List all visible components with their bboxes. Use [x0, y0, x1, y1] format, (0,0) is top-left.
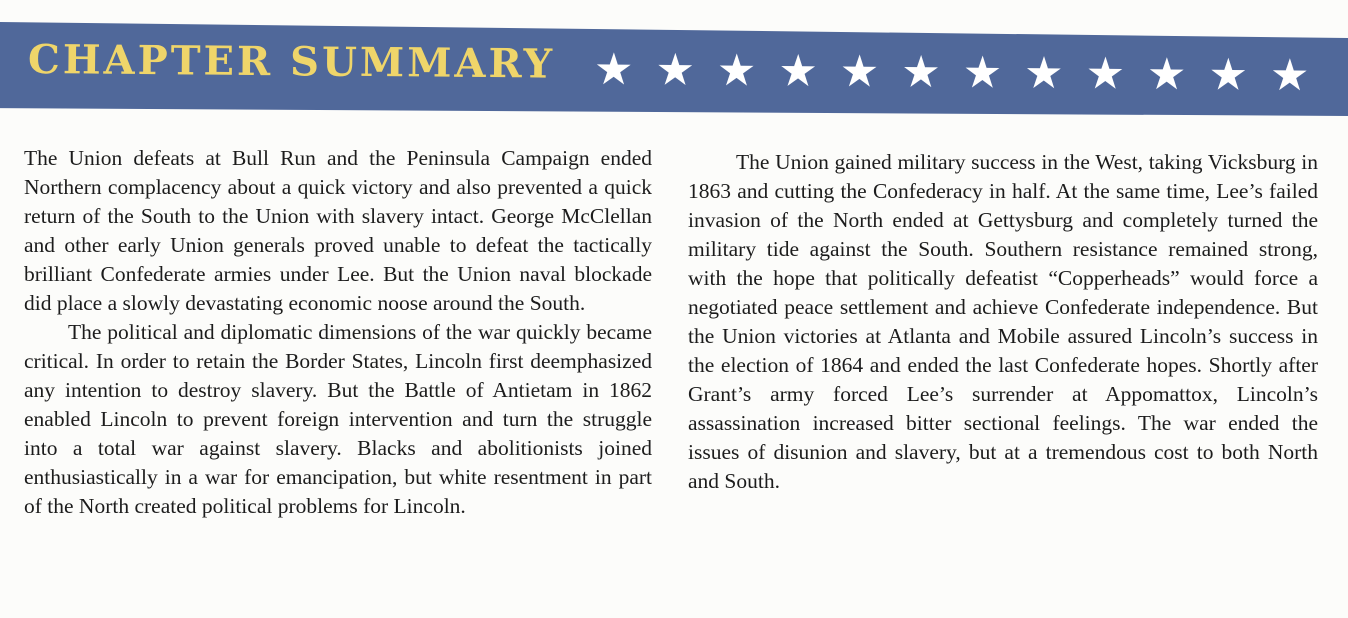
star-icon: ★: [778, 45, 819, 97]
right-column: [688, 148, 1318, 496]
star-icon: ★: [716, 45, 757, 97]
chapter-summary-title: CHAPTER SUMMARY: [27, 36, 556, 88]
star-icon: ★: [1269, 49, 1310, 102]
star-icon: ★: [962, 47, 1003, 99]
star-icon: ★: [1146, 48, 1187, 101]
right-paragraph-1: The Union gained military success in the West, taking Vicksburg in 1863 and cutting the Confederacy in half. At the same time, Lee’s failed invasion of the North ended at Gettysburg and completely turned the military tide against the South. Southern resistance remained strong, with the hope that politically defeatist “Copperheads” would force a negotiated peace settlement and achieve Confederate independence. But the Union victories at Atlanta and Mobile assured Lincoln’s success in the election of 1864 and ended the last Confederate hopes. Shortly after Grant’s army forced Lee’s surrender at Appomattox, Lincoln’s assassination increased bitter sectional feelings. The war ended the issues of disunion and slavery, but at a tremendous cost to both North and South.: [688, 150, 1318, 493]
star-row: [594, 46, 1310, 100]
star-icon: ★: [1208, 49, 1249, 101]
star-icon: ★: [593, 44, 634, 96]
star-icon: ★: [1023, 47, 1064, 100]
star-icon: ★: [839, 46, 880, 98]
star-icon: ★: [655, 44, 696, 96]
left-column: [24, 144, 652, 521]
star-icon: ★: [1085, 48, 1126, 100]
star-icon: ★: [901, 46, 941, 99]
left-paragraph-1: The Union defeats at Bull Run and the Peninsula Campaign ended Northern complacency about a quick victory and also prevented a quick return of the South to the Union with slavery intact. George McClellan and other early Union generals proved unable to defeat the tactically brilliant Confederate armies under Lee. But the Union naval blockade did place a slowly devastating economic noose around the South.: [24, 146, 652, 315]
left-paragraph-2: The political and diplomatic dimensions of the war quickly became critical. In order to retain the Border States, Lincoln first deemphasized any intention to destroy slavery. But the Battle of Antietam in 1862 enabled Lincoln to prevent foreign intervention and turn the struggle into a total war against slavery. Blacks and abolitionists joined enthusiastically in a war for emancipation, but white resentment in part of the North created political problems for Lincoln.: [24, 320, 652, 518]
